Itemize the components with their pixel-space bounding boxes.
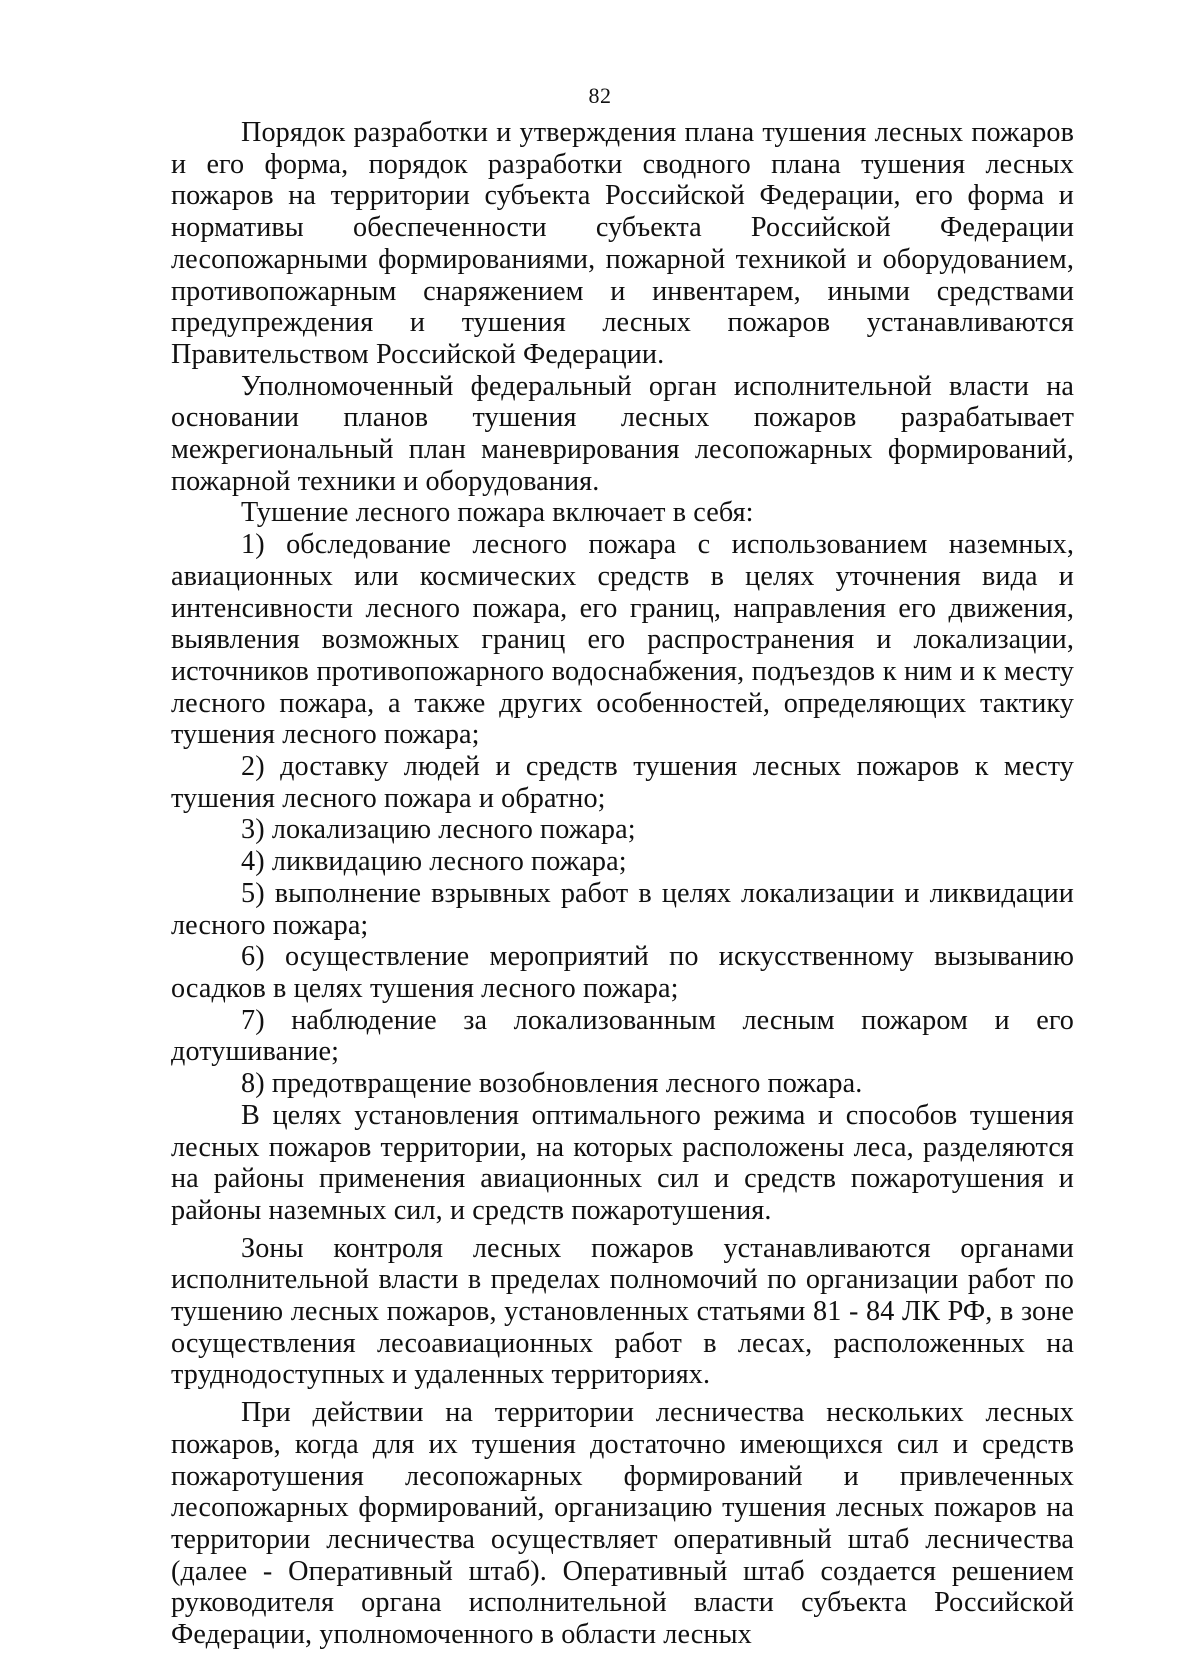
- page-number: 82: [588, 83, 612, 108]
- paragraph-extinguishing-includes: Тушение лесного пожара включает в себя:: [241, 497, 754, 529]
- list-item-8: 8) предотвращение возобновления лесного пожара.: [241, 1068, 863, 1100]
- list-item-5: 5) выполнение взрывных работ в целях локализации и ликвидации лесного пожара;: [171, 877, 1074, 941]
- paragraph-control-zones: Зоны контроля лесных пожаров устанавливаются органами исполнительной власти в пределах полномочий по организации работ по тушению лесных пожаров, установленных статьями 81 - 84 ЛК РФ, в зоне осуществления лесоавиационных работ в лесах, расположенных на труднодоступных и удаленных территориях.: [171, 1232, 1074, 1391]
- paragraph-operational-headquarters: При действии на территории лесничества нескольких лесных пожаров, когда для их тушения достаточно имеющихся сил и средств пожаротушения лесопожарных формирований и привлеченных лесопожарных формирований, организацию тушения лесных пожаров на территории лесничества осуществляет оперативный штаб лесничества (далее - Оперативный штаб). Оперативный штаб создается решением руководителя органа исполнительной власти субъекта Российской Федерации, уполномоченного в области лесных: [171, 1397, 1074, 1651]
- list-item-6: 6) осуществление мероприятий по искусственному вызыванию осадков в целях тушения лесного пожара;: [171, 941, 1074, 1004]
- list-item-3: 3) локализацию лесного пожара;: [241, 814, 636, 846]
- paragraph-regime-areas: В целях установления оптимального режима и способов тушения лесных пожаров территории, на которых расположены леса, разделяются на районы применения авиационных сил и средств пожаротушения и районы наземных сил, и средств пожаротушения.: [171, 1099, 1074, 1226]
- document-body: [171, 117, 1074, 1651]
- list-item-4: 4) ликвидацию лесного пожара;: [241, 846, 627, 878]
- list-item-2: 2) доставку людей и средств тушения лесных пожаров к месту тушения лесного пожара и обратно;: [171, 751, 1074, 814]
- paragraph-maneuver-plan: Уполномоченный федеральный орган исполнительной власти на основании планов тушения лесных пожаров разрабатывает межрегиональный план маневрирования лесопожарных формирований, пожарной техники и оборудования.: [171, 370, 1074, 497]
- paragraph-plan-order: Порядок разработки и утверждения плана тушения лесных пожаров и его форма, порядок разработки сводного плана тушения лесных пожаров на территории субъекта Российской Федерации, его форма и нормативы обеспеченности субъекта Российской Федерации лесопожарными формированиями, пожарной техникой и оборудованием, противопожарным снаряжением и инвентарем, иными средствами предупреждения и тушения лесных пожаров устанавливаются Правительством Российской Федерации.: [171, 117, 1074, 370]
- list-item-7: 7) наблюдение за локализованным лесным пожаром и его дотушивание;: [171, 1004, 1074, 1068]
- list-item-1: 1) обследование лесного пожара с использованием наземных, авиационных или космических средств в целях уточнения вида и интенсивности лесного пожара, его границ, направления его движения, выявления возможных границ его распространения и локализации, источников противопожарного водоснабжения, подъездов к ним и к месту лесного пожара, а также других особенностей, определяющих тактику тушения лесного пожара;: [171, 529, 1074, 751]
